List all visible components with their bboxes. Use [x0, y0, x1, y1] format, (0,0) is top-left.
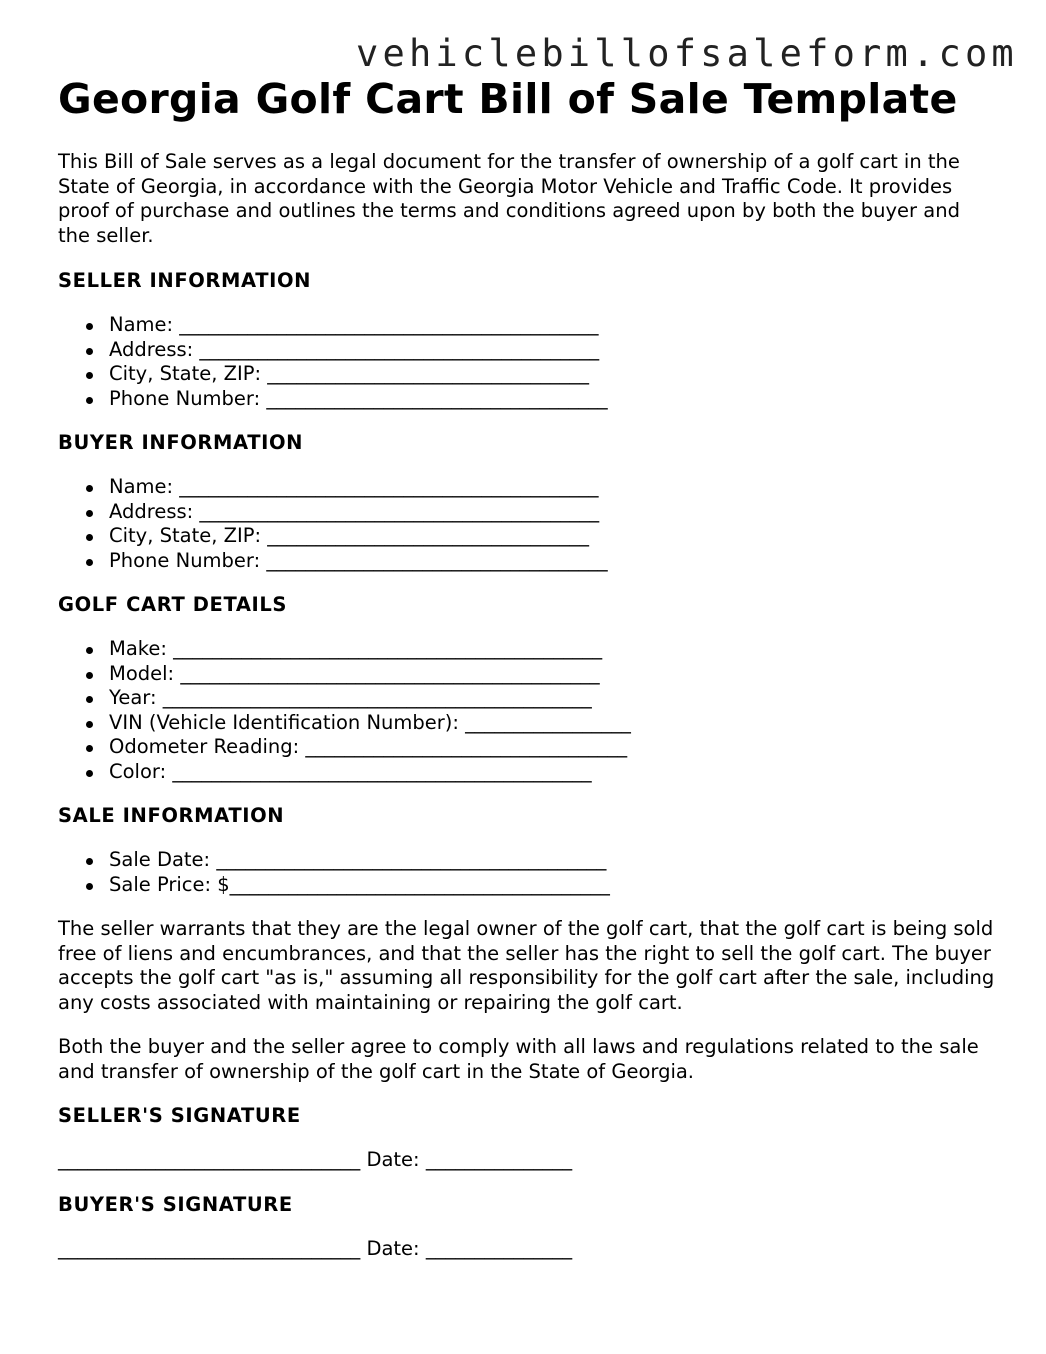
- intro-paragraph: This Bill of Sale serves as a legal document for the transfer of ownership of a golf cart in the State of Georgia, in accordance with the Georgia Motor Vehicle and Traffic Code. It provides proof of purchase and outlines the terms and conditions agreed upon by both the buyer and the seller.: [58, 150, 960, 247]
- seller-signature-heading: SELLER'S SIGNATURE: [58, 1104, 301, 1127]
- buyer-information-list: [58, 475, 998, 573]
- cart-model-field: Model: ___________________________________________: [109, 662, 998, 687]
- buyer-signature-line: _______________________________ Date: _______________: [58, 1236, 573, 1260]
- cart-odometer-field: Odometer Reading: _________________________________: [109, 735, 998, 760]
- seller-information-list: [58, 313, 998, 411]
- site-watermark: vehiclebillofsaleform.com: [356, 32, 1018, 75]
- cart-vin-field: VIN (Vehicle Identification Number): _________________: [109, 711, 998, 736]
- warranty-paragraph: The seller warrants that they are the legal owner of the golf cart, that the golf cart is being sold free of liens and encumbrances, and that the seller has the right to sell the golf cart. The buyer accepts the golf cart "as is," assuming all responsibility for the golf cart after the sale, including any costs associated with maintaining or repairing the golf cart.: [58, 917, 995, 1014]
- seller-phone-field: Phone Number: ___________________________________: [109, 387, 998, 412]
- sale-information-heading: SALE INFORMATION: [58, 804, 285, 827]
- seller-city-state-zip-field: City, State, ZIP: _________________________________: [109, 362, 998, 387]
- cart-color-field: Color: ___________________________________________: [109, 760, 998, 785]
- buyer-signature-heading: BUYER'S SIGNATURE: [58, 1192, 293, 1216]
- sale-date-field: Sale Date: ________________________________________: [109, 848, 998, 873]
- golf-cart-details-heading: GOLF CART DETAILS: [58, 593, 288, 616]
- buyer-phone-field: Phone Number: ___________________________________: [109, 549, 998, 574]
- buyer-address-field: Address: _________________________________________: [109, 500, 998, 525]
- document-title: Georgia Golf Cart Bill of Sale Template: [58, 75, 958, 123]
- seller-signature-line: _______________________________ Date: _______________: [58, 1148, 573, 1171]
- golf-cart-details-list: [58, 637, 998, 784]
- cart-year-field: Year: ____________________________________________: [109, 686, 998, 711]
- cart-make-field: Make: ____________________________________________: [109, 637, 998, 662]
- buyer-information-heading: BUYER INFORMATION: [58, 431, 304, 454]
- seller-name-field: Name: ___________________________________________: [109, 313, 998, 338]
- buyer-city-state-zip-field: City, State, ZIP: _________________________________: [109, 524, 998, 549]
- compliance-paragraph: Both the buyer and the seller agree to comply with all laws and regulations related to the sale and transfer of ownership of the golf cart in the State of Georgia.: [58, 1035, 979, 1083]
- document-body: [58, 72, 998, 1261]
- buyer-name-field: Name: ___________________________________________: [109, 475, 998, 500]
- seller-information-heading: SELLER INFORMATION: [58, 269, 312, 292]
- sale-information-list: [58, 848, 998, 897]
- seller-address-field: Address: _________________________________________: [109, 338, 998, 363]
- sale-price-field: Sale Price: $_______________________________________: [109, 873, 998, 898]
